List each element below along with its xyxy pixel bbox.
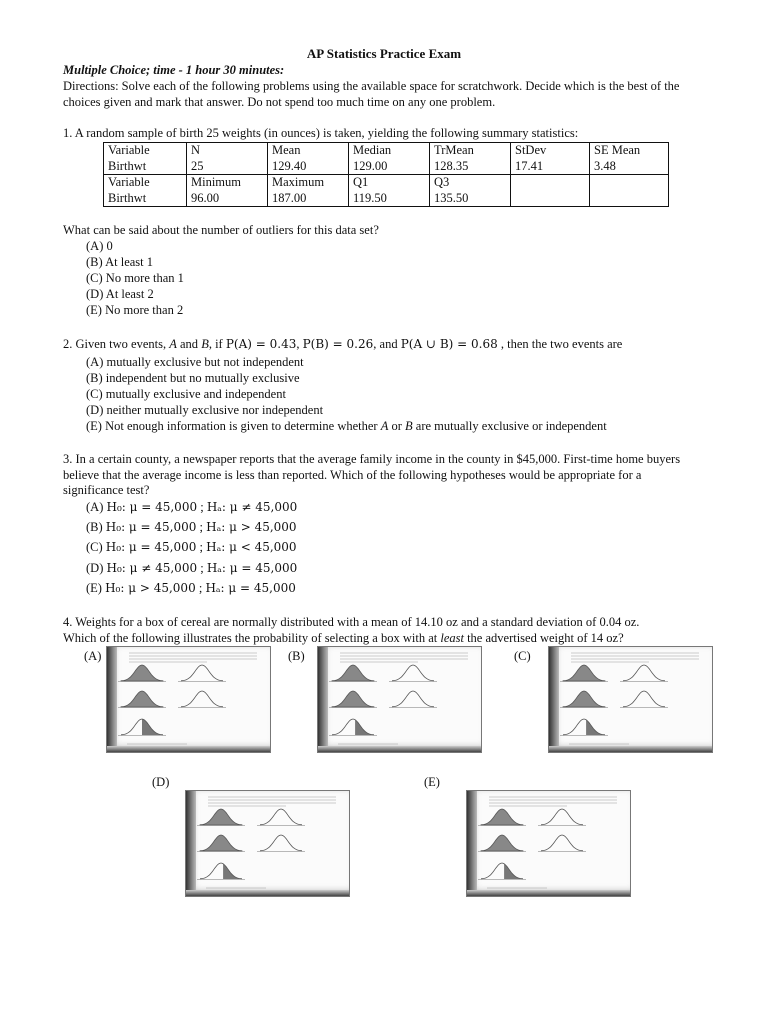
photo-shadow	[186, 890, 349, 896]
exam-subtitle: Multiple Choice; time - 1 hour 30 minutes:	[63, 63, 285, 77]
normal-curve	[332, 719, 374, 735]
normal-curve	[392, 665, 434, 681]
normal-curve	[332, 691, 374, 707]
q1-option-d[interactable]: (D) At least 2	[86, 287, 154, 301]
q1-option-b[interactable]: (B) At least 1	[86, 255, 154, 269]
table-cell: SE Mean 3.48	[590, 143, 669, 175]
normal-curve	[481, 809, 523, 825]
table-cell: Maximum 187.00	[268, 175, 349, 207]
q2-option-a[interactable]: (A) mutually exclusive but not independent	[86, 355, 304, 369]
photo-shadow	[318, 746, 481, 752]
q4-option-c-image[interactable]	[548, 646, 713, 753]
table-cell: Q3 135.50	[430, 175, 511, 207]
normal-curve	[563, 719, 605, 735]
normal-curve	[541, 835, 583, 851]
q4-option-b-image[interactable]	[317, 646, 482, 753]
normal-curve	[623, 691, 665, 707]
normal-curve	[332, 665, 374, 681]
q1-option-a[interactable]: (A) 0	[86, 239, 113, 253]
q4-label-a: (A)	[84, 649, 102, 663]
q2-stem: 2. Given two events, A and B, if P(A) = 0.43, P(B) = 0.26, and P(A ∪ B) = 0.68 , then the two events are	[63, 337, 623, 351]
normal-curve	[392, 691, 434, 707]
photo-shadow	[107, 746, 270, 752]
normal-curve	[181, 665, 223, 681]
normal-curves-figure	[549, 647, 712, 752]
normal-curve	[481, 863, 523, 879]
q4-option-d-image[interactable]	[185, 790, 350, 897]
q2-option-d[interactable]: (D) neither mutually exclusive nor independent	[86, 403, 324, 417]
q1-stem: 1. A random sample of birth 25 weights (in ounces) is taken, yielding the following summary statistics:	[63, 126, 579, 140]
shaded-region	[142, 719, 163, 735]
photo-shadow	[549, 746, 712, 752]
table-cell: Median 129.00	[349, 143, 430, 175]
table-cell: Variable Birthwt	[104, 143, 187, 175]
page-title: AP Statistics Practice Exam	[306, 46, 462, 61]
normal-curve	[481, 835, 523, 851]
table-row	[104, 143, 669, 175]
table-cell: Q1 119.50	[349, 175, 430, 207]
normal-curve	[623, 665, 665, 681]
q2-option-e[interactable]: (E) Not enough information is given to determine whether A or B are mutually exclusive or independent	[86, 419, 607, 433]
q3-option-d[interactable]: (D) H₀: μ ≠ 45,000 ; Hₐ: μ = 45,000	[86, 561, 298, 575]
normal-curve	[200, 863, 242, 879]
table-cell: StDev 17.41	[511, 143, 590, 175]
q4-label-d: (D)	[152, 775, 170, 789]
normal-curve	[563, 691, 605, 707]
q1-option-c[interactable]: (C) No more than 1	[86, 271, 184, 285]
normal-curve	[200, 809, 242, 825]
table-cell: Variable Birthwt	[104, 175, 187, 207]
q4-stem-line2: Which of the following illustrates the probability of selecting a box with at least the advertised weight of 14 oz?	[63, 631, 624, 645]
q4-label-c: (C)	[514, 649, 531, 663]
table-cell: Minimum 96.00	[187, 175, 268, 207]
q3-stem: 3. In a certain county, a newspaper reports that the average family income in the county in $45,000. First-time home buyers believe that the average income is less than reported. Which of the following hypotheses would be appropriate for a significance test?	[63, 452, 681, 498]
table-cell: TrMean 128.35	[430, 143, 511, 175]
table-cell	[511, 175, 590, 207]
normal-curve	[260, 809, 302, 825]
summary-stats-table	[103, 142, 669, 207]
directions: Directions: Solve each of the following problems using the available space for scratchwork. Decide which is the best of the choices given and mark that answer. Do not spend too much time on any one problem.	[63, 79, 680, 109]
q3-option-b[interactable]: (B) H₀: μ = 45,000 ; Hₐ: μ > 45,000	[86, 520, 297, 534]
q3-option-e[interactable]: (E) H₀: μ > 45,000 ; Hₐ: μ = 45,000	[86, 581, 296, 595]
q2-option-c[interactable]: (C) mutually exclusive and independent	[86, 387, 286, 401]
normal-curves-figure	[467, 791, 630, 896]
table-cell: N 25	[187, 143, 268, 175]
normal-curve	[181, 691, 223, 707]
q4-label-e: (E)	[424, 775, 440, 789]
q1-option-e[interactable]: (E) No more than 2	[86, 303, 184, 317]
q2-option-b[interactable]: (B) independent but no mutually exclusive	[86, 371, 300, 385]
q4-option-e-image[interactable]	[466, 790, 631, 897]
table-row	[104, 175, 669, 207]
q4-stem-line1: 4. Weights for a box of cereal are normally distributed with a mean of 14.10 oz and a standard deviation of 0.04 oz.	[63, 615, 640, 629]
normal-curve	[200, 835, 242, 851]
q1-question: What can be said about the number of outliers for this data set?	[63, 223, 379, 237]
photo-shadow	[467, 890, 630, 896]
normal-curve	[541, 809, 583, 825]
table-cell	[590, 175, 669, 207]
normal-curves-figure	[186, 791, 349, 896]
q4-label-b: (B)	[288, 649, 305, 663]
normal-curve	[563, 665, 605, 681]
normal-curves-figure	[107, 647, 270, 752]
q4-option-a-image[interactable]	[106, 646, 271, 753]
normal-curves-figure	[318, 647, 481, 752]
normal-curve	[121, 665, 163, 681]
normal-curve	[260, 835, 302, 851]
q3-option-c[interactable]: (C) H₀: μ = 45,000 ; Hₐ: μ < 45,000	[86, 540, 297, 554]
q3-option-a[interactable]: (A) H₀: μ = 45,000 ; Hₐ: μ ≠ 45,000	[86, 500, 298, 514]
table-cell: Mean 129.40	[268, 143, 349, 175]
normal-curve	[121, 691, 163, 707]
